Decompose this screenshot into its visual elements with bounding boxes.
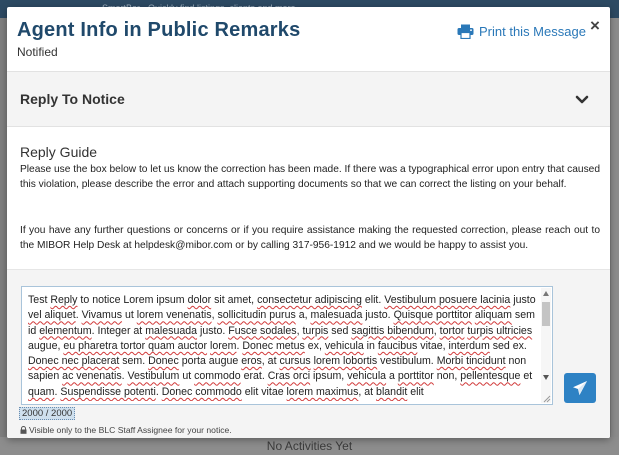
textarea-scrollbar[interactable]: [541, 288, 551, 403]
misspelled-word: Donec metus: [242, 339, 305, 352]
character-counter: 2000 / 2000: [19, 407, 75, 420]
misspelled-word: eros: [241, 355, 262, 368]
reply-text-segment: sem.: [119, 355, 149, 368]
reply-text-segment: Test: [28, 294, 51, 306]
reply-text-segment: sem id: [28, 309, 535, 337]
modal-header: [7, 7, 610, 71]
misspelled-word: vehicula: [324, 339, 364, 352]
reply-text-segment: non sapien: [28, 355, 527, 383]
misspelled-word: Vestibulum: [127, 370, 180, 383]
reply-text-segment: ,: [433, 324, 440, 337]
resize-grip-icon[interactable]: [542, 394, 551, 403]
misspelled-word: consectetur adipiscing: [257, 294, 362, 306]
reply-text-segment: to notice Lorem ipsum: [77, 294, 188, 306]
misspelled-word: turpis: [302, 324, 329, 337]
reply-text-segment: .: [155, 385, 162, 398]
reply-text-segment: , at: [261, 355, 280, 368]
misspelled-word: lorem lobortis: [313, 355, 378, 368]
misspelled-word: Morbi tincidunt: [436, 355, 506, 368]
reply-text-segment: justo: [510, 294, 536, 306]
reply-text-segment: in: [363, 339, 378, 352]
reply-text-segment: vitae,: [417, 339, 449, 352]
reply-text-segment: . Integer at: [91, 324, 146, 337]
reply-text-segment: a: [386, 370, 398, 383]
reply-to-notice-accordion[interactable]: [7, 71, 610, 127]
misspelled-word: aliquam: [474, 309, 512, 322]
scrollbar-thumb[interactable]: [542, 302, 550, 326]
reply-text-segment: justo.: [197, 324, 229, 337]
print-message-label: Print this Message: [479, 23, 586, 39]
lock-icon: [20, 426, 27, 434]
misspelled-word: elementum: [39, 324, 92, 337]
modal-title: Agent Info in Public Remarks: [17, 19, 301, 41]
reply-text-segment: ,: [211, 309, 218, 322]
misspelled-word: Donec: [148, 355, 179, 368]
reply-compose-area: [7, 269, 610, 438]
visibility-note-text: Visible only to the BLC Staff Assignee for your notice.: [29, 425, 232, 435]
reply-text-segment: .: [75, 309, 82, 322]
misspelled-word: Vivamus: [81, 309, 123, 322]
reply-guide-title: Reply Guide: [20, 144, 98, 160]
reply-text-segment: .: [236, 339, 243, 352]
printer-icon: [457, 24, 474, 39]
reply-text-segment: ut: [179, 370, 195, 383]
misspelled-word: porttitor: [397, 370, 434, 383]
send-reply-button[interactable]: [564, 373, 596, 403]
reply-text-segment: sit amet,: [211, 294, 258, 306]
misspelled-word: dolor: [187, 294, 212, 306]
misspelled-word: Donec nec placerat: [28, 355, 120, 368]
misspelled-word: Reply: [50, 294, 78, 306]
reply-text-segment: justo.: [362, 309, 394, 322]
misspelled-word: Cras orci: [267, 370, 311, 383]
reply-text-segment: ipsum,: [310, 370, 348, 383]
misspelled-word: malesuada: [145, 324, 198, 337]
visibility-note: [20, 425, 232, 435]
reply-guide: [7, 127, 610, 279]
reply-text-segment: augue,: [28, 339, 64, 352]
misspelled-word: faucibus: [377, 339, 418, 352]
reply-text-segment: a,: [295, 309, 311, 322]
reply-text-segment: .: [121, 370, 128, 383]
reply-text-segment: vestibulum.: [377, 355, 437, 368]
modal-status: Notified: [17, 45, 58, 59]
misspelled-word: cursus: [279, 355, 311, 368]
misspelled-word: pellentesque: [460, 370, 521, 383]
misspelled-word: sollicitudin purus: [217, 309, 296, 322]
reply-text-content[interactable]: [28, 293, 536, 401]
misspelled-word: malesuada: [310, 309, 363, 322]
reply-guide-contact-paragraph: If you have any further questions or concerns or if you require assistance making the requested correction, please reach out to the MIBOR Help Desk at helpdesk@mibor.com or by calling 317-956-1912 and we would be happy to assist you.: [20, 225, 600, 251]
scroll-up-arrow-icon[interactable]: [542, 290, 550, 297]
misspelled-word: ac venenatis: [62, 370, 122, 383]
misspelled-word: Suspendisse potenti: [60, 385, 156, 398]
reply-text-segment: .: [54, 385, 61, 398]
misspelled-word: Fusce sodales: [228, 324, 297, 337]
misspelled-word: turpis ultricies: [467, 324, 533, 337]
reply-text-segment: porta augue: [178, 355, 242, 368]
reply-guide-paragraph: Please use the box below to let us know the correction has been made. If there was a typographical error upon entry that caused this violation, please describe the error and attach supporting documents so that we can correct the listing on your behalf.: [20, 164, 600, 190]
misspelled-word: sagittis bibendum: [351, 324, 434, 337]
reply-text-segment: et: [520, 370, 533, 383]
scroll-down-arrow-icon[interactable]: [542, 374, 550, 381]
reply-text-segment: ut: [122, 309, 137, 322]
misspelled-word: lorem venenatis: [136, 309, 212, 322]
misspelled-word: quam: [28, 385, 55, 398]
reply-text-segment: erat.: [240, 370, 268, 383]
misspelled-word: vehicula: [347, 370, 387, 383]
reply-text-segment: , at: [358, 385, 377, 398]
misspelled-word: lorem maximus: [286, 385, 359, 398]
reply-to-notice-label: Reply To Notice: [20, 91, 125, 107]
misspelled-word: Donec commodo: [161, 385, 242, 398]
send-icon: [572, 380, 588, 396]
notice-modal: [7, 7, 610, 438]
reply-text-segment: elit.: [361, 294, 385, 306]
misspelled-word: interdum: [448, 339, 490, 352]
background-side-panel: [611, 18, 619, 455]
misspelled-word: lorem: [210, 339, 237, 352]
reply-text-segment: elit: [407, 385, 424, 398]
chevron-down-icon[interactable]: [575, 94, 589, 106]
close-icon[interactable]: ×: [590, 16, 600, 35]
reply-text-segment: ex,: [304, 339, 325, 352]
reply-text-segment: ,: [296, 324, 303, 337]
reply-textarea[interactable]: [21, 286, 553, 405]
misspelled-word: commodo: [194, 370, 241, 383]
reply-text-segment: elit vitae: [241, 385, 287, 398]
background-activities-text: No Activities Yet: [0, 437, 619, 455]
misspelled-word: eu pharetra tortor quam auctor: [63, 339, 208, 352]
misspelled-word: vel aliquet: [28, 309, 76, 322]
reply-text-segment: sed: [328, 324, 352, 337]
print-message-button[interactable]: [457, 21, 586, 41]
misspelled-word: Vestibulum posuere lacinia: [384, 294, 511, 306]
misspelled-word: tortor: [439, 324, 465, 337]
reply-text-segment: non,: [433, 370, 461, 383]
reply-text-segment: sed ex.: [489, 339, 527, 352]
misspelled-word: blandit: [376, 385, 408, 398]
misspelled-word: Quisque porttitor: [393, 309, 472, 322]
